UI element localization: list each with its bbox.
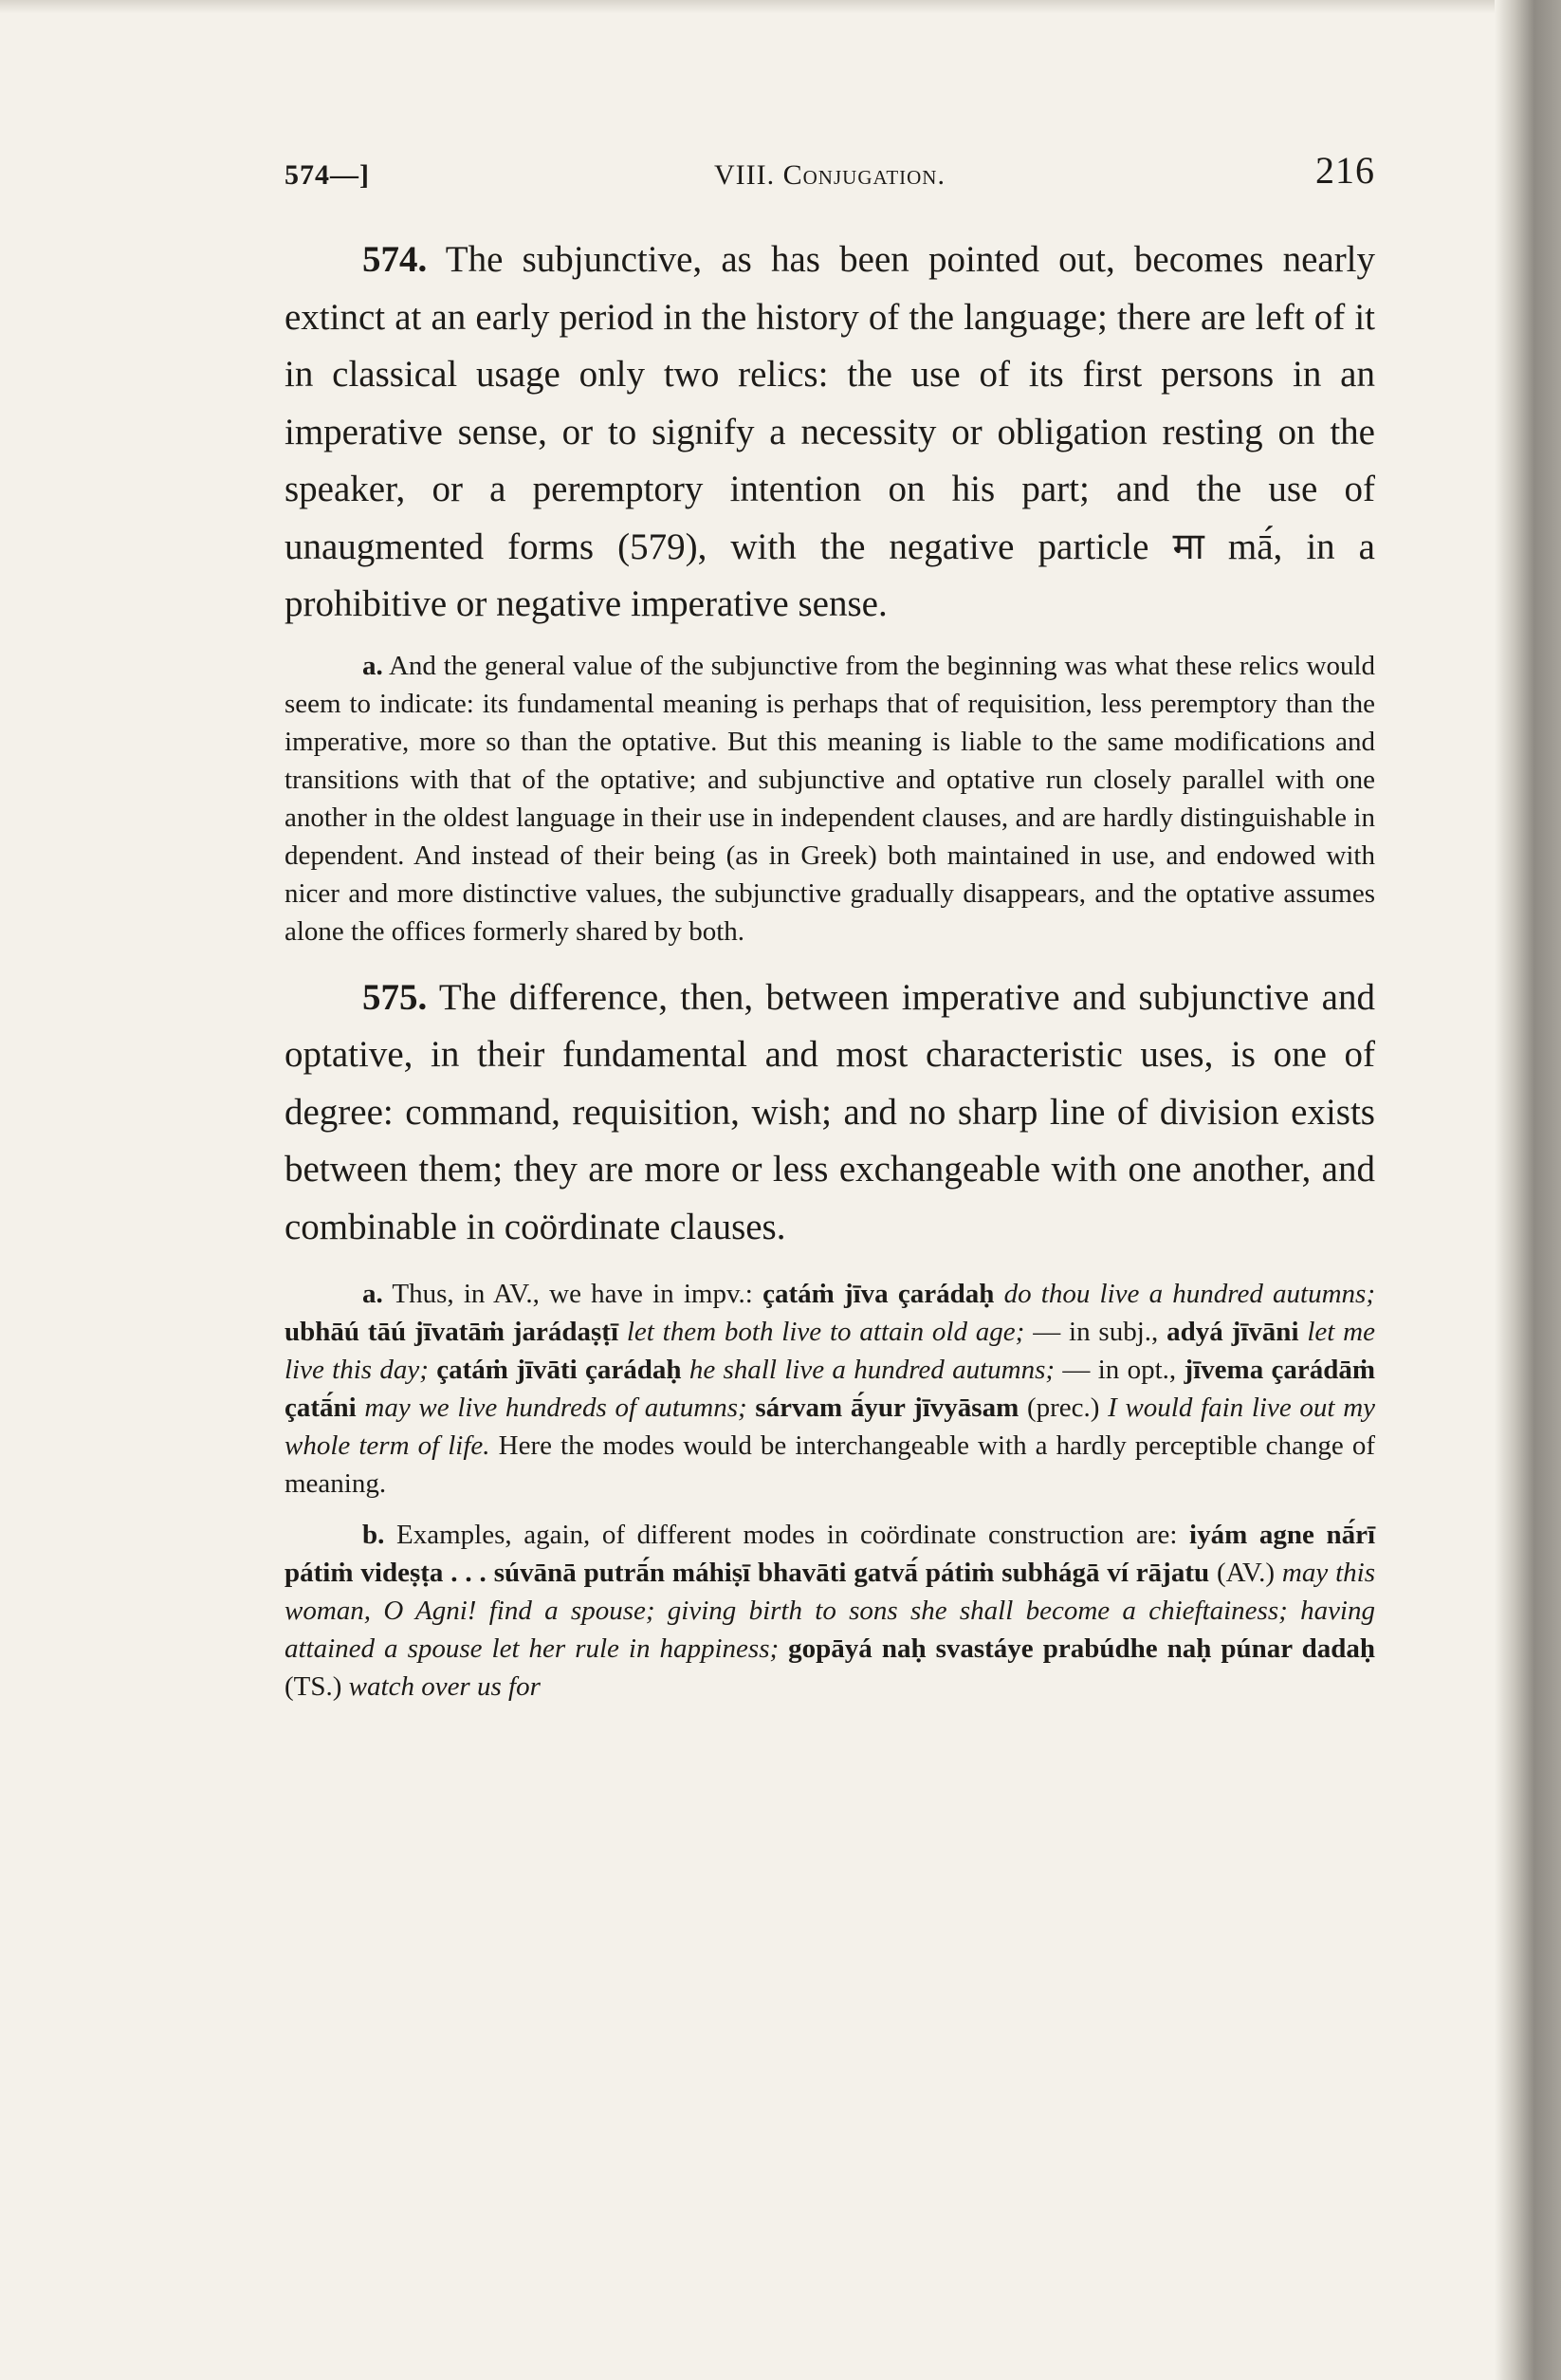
sanskrit-example: çatáṁ jīvāti çarádaḥ — [436, 1355, 682, 1385]
plain-text: — in subj., — [1033, 1317, 1159, 1347]
paragraph-text: And the general value of the subjunctive from the beginning was what these relics would seem to indicate: its fundamental meaning is perhaps that of requisition, less peremptory than the imperative, more so than the optative. But this meaning is liable to the same modifications and transitions with that of the optative; and subjunctive and optative run closely parallel with one another in the oldest language in their use in independent clauses, and are hardly distinguishable in dependent. And instead of their being (as in Greek) both maintained in use, and endowed with nicer and more distinctive values, the subjunctive gradually disappears, and the optative assumes alone the offices formerly shared by both. — [285, 650, 1375, 947]
sanskrit-example: sárvam ā́yur jīvyāsam — [755, 1393, 1019, 1423]
citation: (AV.) — [1217, 1558, 1275, 1588]
book-page — [285, 142, 1375, 1706]
sanskrit-example: iyám agne nā́rī pátiṁ videṣṭa . . . súvānā putrā́n máhiṣī bhavāti gatvā́ pátiṁ subhágā ví rājatu — [285, 1520, 1376, 1588]
running-header — [285, 142, 1375, 199]
section-number: 574. — [362, 239, 428, 280]
paragraph-575 — [285, 969, 1375, 1257]
page-number: 216 — [1315, 149, 1375, 192]
paragraph-575a — [285, 1275, 1375, 1503]
plain-text: Thus, in AV., we have in impv.: — [392, 1279, 753, 1309]
translation: do thou live a hundred autumns; — [1003, 1279, 1375, 1309]
paragraph-575b — [285, 1516, 1375, 1706]
chapter-title: VIII. Conjugation. — [714, 159, 946, 191]
sanskrit-example: çatáṁ jīva çarádaḥ — [762, 1279, 995, 1309]
paragraph-text: The subjunctive, as has been pointed out, becomes nearly extinct at an early period in the history of the language; there are left of it in classical usage only two relics: the use of its first persons in an imperative sense, or to signify a necessity or obligation resting on the speaker, or a peremptory intention on his part; and the use of unaugmented forms (579), with the negative particle मा mā́, in a prohibitive or negative imperative sense. — [285, 239, 1376, 624]
paragraph-574a — [285, 647, 1375, 950]
translation: he shall live a hundred autumns; — [689, 1355, 1056, 1385]
plain-text: Examples, again, of different modes in coördinate construction are: — [396, 1520, 1178, 1550]
translation: may this woman, O Agni! find a spouse; giving birth to sons she shall become a chieftainess; having attained a spouse let her rule in happiness; — [285, 1558, 1375, 1664]
section-number: 575. — [362, 976, 428, 1018]
section-range: 574—] — [285, 159, 370, 191]
paragraph-text: The difference, then, between imperative and subjunctive and optative, in their fundamental and most characteristic uses, is one of degree: command, requisition, wish; and no sharp line of division exists between them; they are more or less exchangeable with one another, and combinable in coördinate clauses. — [285, 976, 1375, 1247]
subsection-label: a. — [362, 1279, 383, 1309]
citation: (TS.) — [285, 1671, 342, 1702]
sanskrit-example: adyá jīvāni — [1166, 1317, 1299, 1347]
plain-text: (prec.) — [1026, 1393, 1100, 1423]
paragraph-574 — [285, 231, 1375, 634]
sanskrit-example: jīvema çarádāṁ çatā́ni — [285, 1355, 1376, 1423]
translation: let them both live to attain old age; — [626, 1317, 1025, 1347]
sanskrit-example: ubhāú tāú jīvatāṁ jarádaṣṭī — [285, 1317, 619, 1347]
translation: may we live hundreds of autumns; — [364, 1393, 747, 1423]
page-top-edge — [0, 0, 1561, 13]
translation: watch over us for — [348, 1671, 541, 1702]
subsection-label: b. — [362, 1520, 385, 1550]
subsection-label: a. — [362, 650, 383, 681]
sanskrit-example: gopāyá naḥ svastáye prabúdhe naḥ púnar dadaḥ — [788, 1633, 1375, 1664]
translation: I would fain live out my whole term of life. — [285, 1393, 1376, 1461]
plain-text: — in opt., — [1062, 1355, 1177, 1385]
book-spine-shadow — [1495, 0, 1561, 2380]
plain-text: Here the modes would be interchangeable with a hardly perceptible change of meaning. — [285, 1430, 1376, 1499]
translation: let me live this day; — [285, 1317, 1375, 1385]
